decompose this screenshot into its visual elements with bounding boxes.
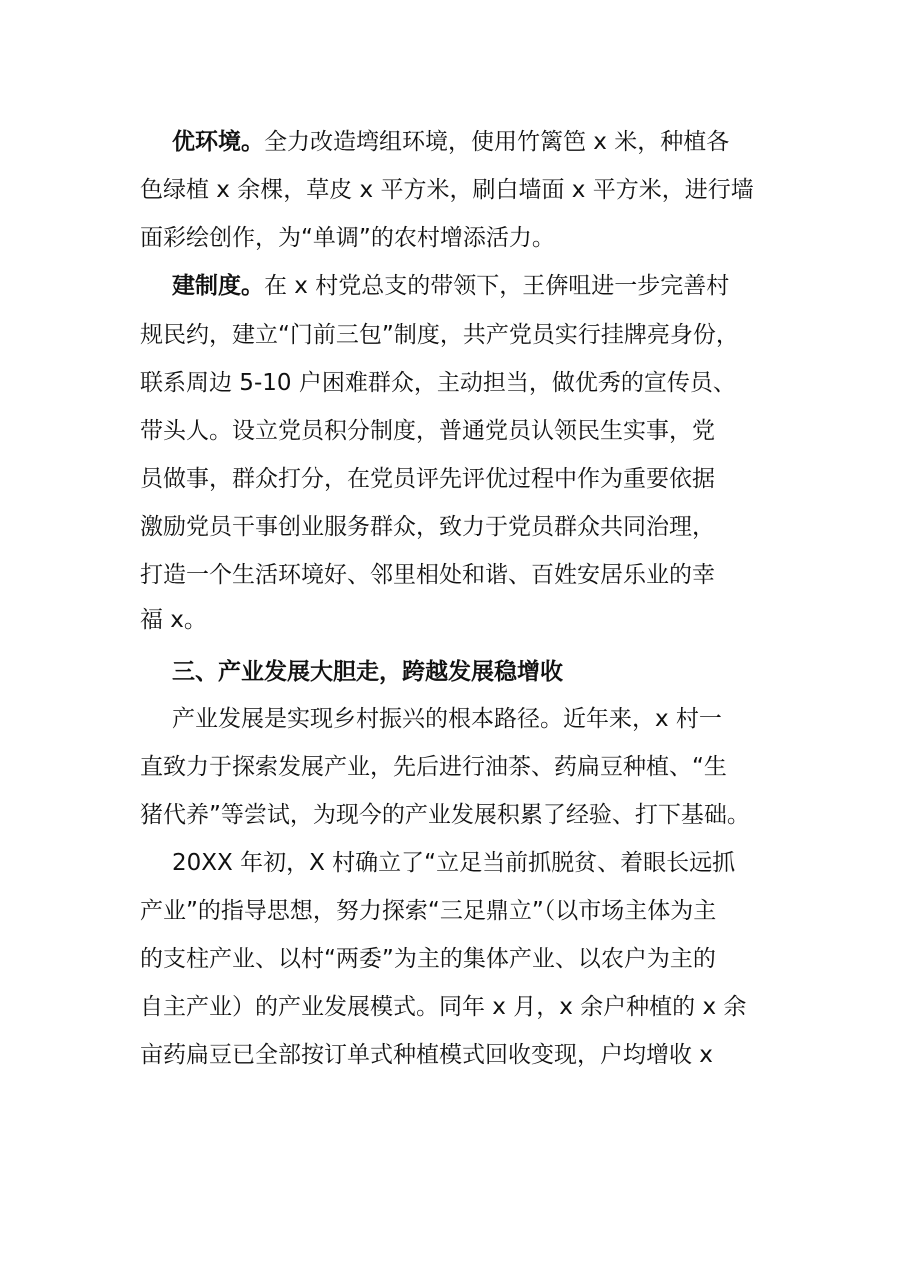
section-title: 三、产业发展大胆走，跨越发展稳增收 <box>172 659 563 685</box>
paragraph-line: 员做事，群众打分，在党员评先评优过程中作为重要依据 <box>140 466 715 492</box>
paragraph-line <box>172 126 729 158</box>
paragraph-line <box>172 270 729 302</box>
paragraph-line: 产业发展是实现乡村振兴的根本路径。近年来，x 村一 <box>172 706 722 732</box>
paragraph-line: 色绿植 x 余棵，草皮 x 平方米，刷白墙面 x 平方米，进行墙 <box>140 177 754 203</box>
paragraph-line: 产业”的指导思想，努力探索“三足鼎立”（以市场主体为主 <box>140 898 717 924</box>
paragraph-line: 打造一个生活环境好、邻里相处和谐、百姓安居乐业的幸 <box>140 562 715 588</box>
paragraph-line: 直致力于探索发展产业，先后进行油茶、药扁豆种植、“生 <box>140 754 727 780</box>
paragraph-line: 联系周边 5-10 户困难群众，主动担当，做优秀的宣传员、 <box>140 370 736 396</box>
paragraph-line: 的支柱产业、以村“两委”为主的集体产业、以农户为主的 <box>140 946 716 972</box>
paragraph-text: 全力改造塆组环境，使用竹篱笆 x 米，种植各 <box>264 129 730 155</box>
paragraph-line: 亩药扁豆已全部按订单式种植模式回收变现，户均增收 x <box>140 1042 713 1068</box>
paragraph-line: 规民约，建立“门前三包”制度，共产党员实行挂牌亮身份， <box>140 322 739 348</box>
paragraph-line: 激励党员干事创业服务群众，致力于党员群众共同治理， <box>140 514 715 540</box>
paragraph-line: 猪代养”等尝试，为现今的产业发展积累了经验、打下基础。 <box>140 802 750 828</box>
paragraph-line: 20XX 年初，X 村确立了“立足当前抓脱贫、着眼长远抓 <box>172 850 736 876</box>
paragraph-text: 在 x 村党总支的带领下，王倴咀进一步完善村 <box>264 273 730 299</box>
paragraph-line: 福 x。 <box>140 607 207 633</box>
paragraph-heading: 优环境。 <box>172 129 264 155</box>
paragraph-line: 面彩绘创作，为“单调”的农村增添活力。 <box>140 225 555 251</box>
paragraph-line: 带头人。设立党员积分制度，普通党员认领民生实事，党 <box>140 418 715 444</box>
paragraph-line: 自主产业）的产业发展模式。同年 x 月，x 余户种植的 x 余 <box>140 994 747 1020</box>
paragraph-heading: 建制度。 <box>172 273 264 299</box>
